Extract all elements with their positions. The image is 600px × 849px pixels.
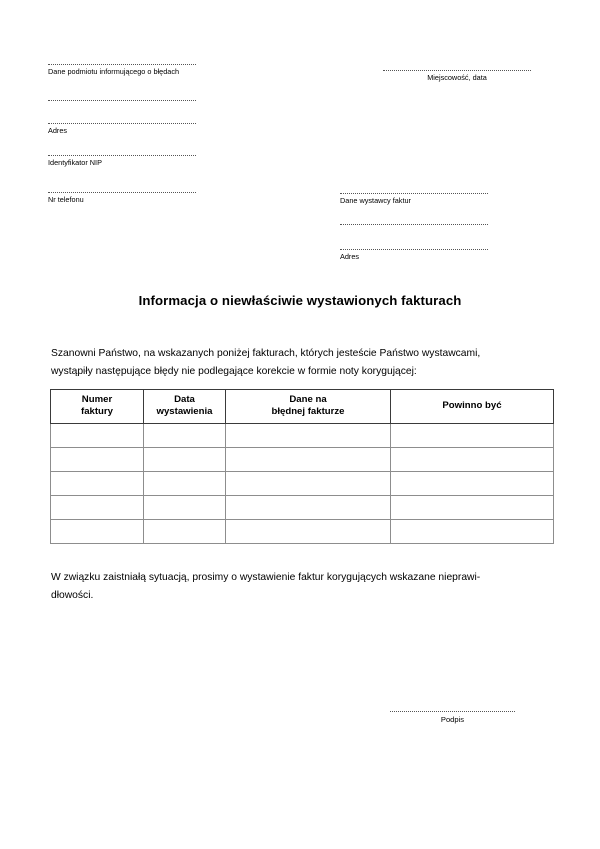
signature-label: Podpis xyxy=(440,715,465,724)
field-label: Miejscowość, data xyxy=(427,73,487,82)
field-label: Adres xyxy=(48,126,68,135)
table-cell-data-wystawienia[interactable] xyxy=(144,520,226,544)
table-cell-dane-na-blednej-fakturze[interactable] xyxy=(226,472,391,496)
header-fields-block xyxy=(0,0,600,280)
closing-line-2: dłowości. xyxy=(51,589,94,601)
invoice-errors-table xyxy=(50,389,554,544)
table-cell-dane-na-blednej-fakturze[interactable] xyxy=(226,520,391,544)
table-cell-data-wystawienia[interactable] xyxy=(144,424,226,448)
closing-paragraph xyxy=(51,569,553,604)
table-cell-numer-faktury[interactable] xyxy=(51,472,144,496)
field-label xyxy=(48,101,196,103)
table-cell-dane-na-blednej-fakturze[interactable] xyxy=(226,424,391,448)
field-label: Dane wystawcy faktur xyxy=(340,196,411,205)
table-header-row xyxy=(51,390,554,424)
table-cell-data-wystawienia[interactable] xyxy=(144,496,226,520)
table-row[interactable] xyxy=(51,520,554,544)
header-line-1: Powinno być xyxy=(442,400,502,411)
table-cell-powinno-byc[interactable] xyxy=(391,496,554,520)
field-dane-wystawcy-faktur xyxy=(340,193,488,206)
table-cell-dane-na-blednej-fakturze[interactable] xyxy=(226,496,391,520)
table-row[interactable] xyxy=(51,424,554,448)
table-row[interactable] xyxy=(51,496,554,520)
table-cell-powinno-byc[interactable] xyxy=(391,424,554,448)
table-cell-numer-faktury[interactable] xyxy=(51,496,144,520)
field-label: Adres xyxy=(340,252,360,261)
table-cell-powinno-byc[interactable] xyxy=(391,448,554,472)
field-identyfikator-nip xyxy=(48,155,196,168)
table-body xyxy=(51,424,554,544)
intro-paragraph xyxy=(51,345,553,380)
header-line-1: Dane na xyxy=(289,394,327,405)
intro-line-1: Szanowni Państwo, na wskazanych poniżej fakturach, których jesteście Państwo wystawcami, xyxy=(51,348,481,359)
field-miejscowosc-data xyxy=(383,70,531,83)
header-line-2: wystawienia xyxy=(156,406,213,417)
invoice-errors-table-wrapper xyxy=(50,389,553,544)
field-label: Nr telefonu xyxy=(48,195,84,204)
field-unlabeled-right-1 xyxy=(340,224,488,227)
field-nr-telefonu xyxy=(48,192,196,205)
header-line-1: Numer xyxy=(81,394,113,405)
closing-line-1: W związku zaistniałą sytuacją, prosimy o wystawienie faktur korygujących wskazane nieprawi- xyxy=(51,572,481,583)
table-row[interactable] xyxy=(51,472,554,496)
table-cell-data-wystawienia[interactable] xyxy=(144,472,226,496)
header-line-1: Data xyxy=(174,394,195,405)
page-title: Informacja o niewłaściwie wystawionych fakturach xyxy=(138,293,462,308)
field-adres-left xyxy=(48,123,196,136)
table-row[interactable] xyxy=(51,448,554,472)
table-cell-numer-faktury[interactable] xyxy=(51,520,144,544)
table-header-powinno-byc xyxy=(391,390,554,424)
table-cell-numer-faktury[interactable] xyxy=(51,448,144,472)
field-adres-right xyxy=(340,249,488,262)
field-label: Dane podmiotu informującego o błędach xyxy=(48,67,180,76)
signature-field xyxy=(390,711,515,725)
table-cell-powinno-byc[interactable] xyxy=(391,472,554,496)
header-line-2: błędnej fakturze xyxy=(271,406,345,417)
table-cell-data-wystawienia[interactable] xyxy=(144,448,226,472)
field-dane-podmiotu xyxy=(48,64,196,77)
table-header-dane-na-blednej-fakturze xyxy=(226,390,391,424)
table-header-data-wystawienia xyxy=(144,390,226,424)
intro-line-2: wystąpiły następujące błędy nie podlegające korekcie w formie noty korygującej: xyxy=(51,365,417,377)
table-cell-dane-na-blednej-fakturze[interactable] xyxy=(226,448,391,472)
header-line-2: faktury xyxy=(81,406,113,417)
field-label xyxy=(340,225,488,227)
field-label: Identyfikator NIP xyxy=(48,158,102,167)
table-cell-powinno-byc[interactable] xyxy=(391,520,554,544)
field-unlabeled-left-1 xyxy=(48,100,196,103)
table-cell-numer-faktury[interactable] xyxy=(51,424,144,448)
table-header-numer-faktury xyxy=(51,390,144,424)
